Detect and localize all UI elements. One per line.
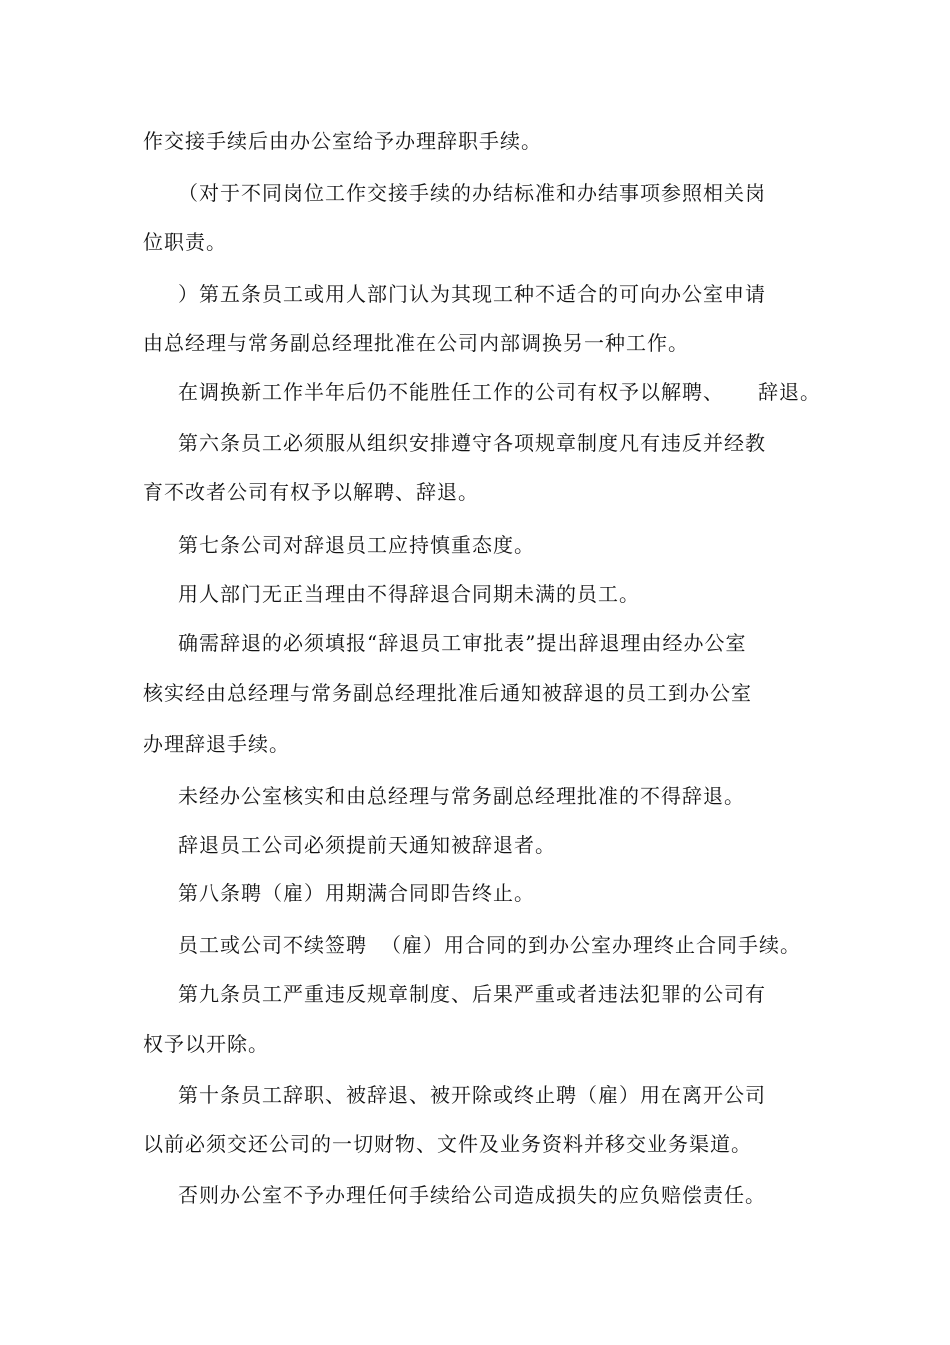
text-segment: 辞退。: [758, 380, 821, 404]
text-segment: （雇）用合同的到办公室办理终止合同手续。: [381, 933, 801, 957]
text-line: 第七条公司对辞退员工应持慎重态度。: [178, 533, 535, 557]
text-line: 以前必须交还公司的一切财物、文件及业务资料并移交业务渠道。: [143, 1132, 752, 1156]
text-line: 第八条聘（雇）用期满合同即告终止。: [178, 881, 535, 905]
text-line: ）第五条员工或用人部门认为其现工种不适合的可向办公室申请: [178, 282, 766, 306]
text-line: 第六条员工必须服从组织安排遵守各项规章制度凡有违反并经教: [178, 431, 766, 455]
text-line: 未经办公室核实和由总经理与常务副总经理批准的不得辞退。: [178, 784, 745, 808]
text-line: 否则办公室不予办理任何手续给公司造成损失的应负赔偿责任。: [178, 1183, 766, 1207]
text-line: 核实经由总经理与常务副总经理批准后通知被辞退的员工到办公室: [143, 681, 752, 705]
text-segment: 员工或公司不续签聘: [178, 933, 367, 957]
text-line: 用人部门无正当理由不得辞退合同期未满的员工。: [178, 582, 640, 606]
text-line: 权予以开除。: [143, 1032, 269, 1056]
text-line: 育不改者公司有权予以解聘、辞退。: [143, 480, 479, 504]
text-line: 辞退员工公司必须提前天通知被辞退者。: [178, 833, 556, 857]
text-line: （对于不同岗位工作交接手续的办结标准和办结事项参照相关岗: [178, 181, 766, 205]
paragraph-line: [178, 932, 801, 958]
text-line: 作交接手续后由办公室给予办理辞职手续。: [143, 129, 542, 153]
text-line: 第十条员工辞职、被辞退、被开除或终止聘（雇）用在离开公司: [178, 1083, 766, 1107]
text-line: 办理辞退手续。: [143, 732, 290, 756]
paragraph-line: [178, 379, 821, 405]
text-line: 由总经理与常务副总经理批准在公司内部调换另一种工作。: [143, 331, 689, 355]
text-line: 确需辞退的必须填报“辞退员工审批表”提出辞退理由经办公室: [178, 631, 747, 655]
text-line: 位职责。: [143, 230, 227, 254]
text-line: 第九条员工严重违反规章制度、后果严重或者违法犯罪的公司有: [178, 982, 766, 1006]
text-segment: 在调换新工作半年后仍不能胜任工作的公司有权予以解聘、: [178, 380, 724, 404]
